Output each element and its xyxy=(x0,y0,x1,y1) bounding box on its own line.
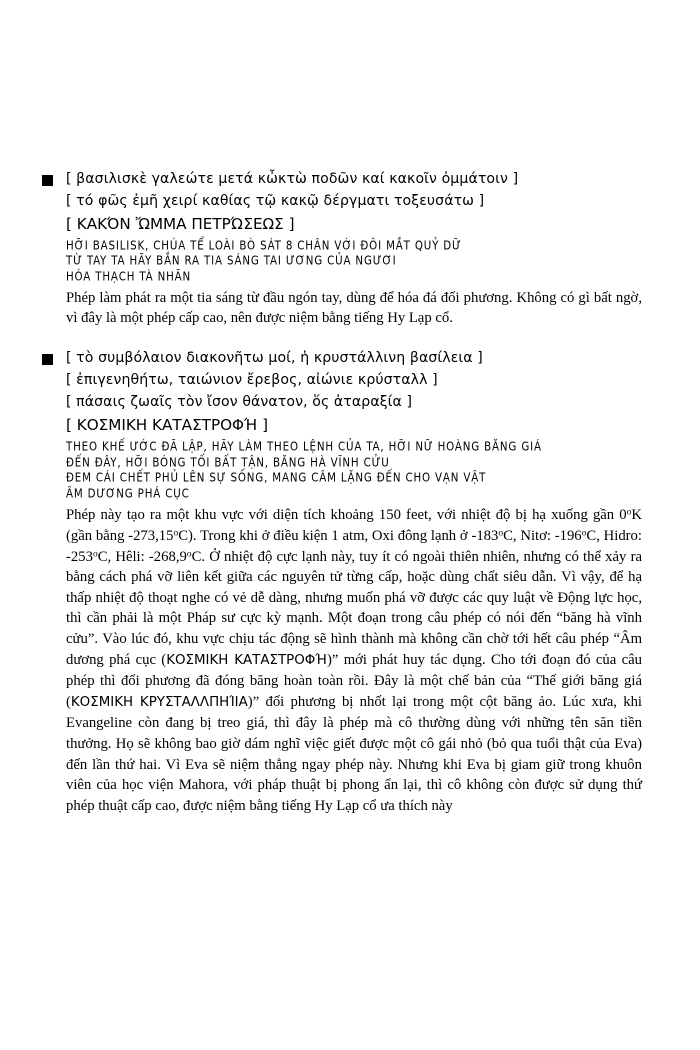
chant-line: ĐẾN ĐÂY, HỠI BÓNG TỐI BẤT TẬN, BĂNG HÀ VĨNH CỬU xyxy=(66,454,390,470)
greek-spell-name: [ ΚΑΚΌΝ ὬΜΜΑ ΠΕΤΡΏΣΕΩΣ ] xyxy=(66,214,295,233)
greek-incantation-line: [ πάσαις ζωαῖς τὸν ἴσον θάνατον, ὅς ἀταραξία ] xyxy=(66,394,413,411)
spell-entry-1-body xyxy=(42,168,642,329)
black-square-bullet-icon xyxy=(42,175,53,186)
spell-entry-2-body xyxy=(42,347,642,816)
greek-incantation-line: [ βασιλισκὲ γαλεώτε μετά κὦκτὼ ποδῶν καί κακοῖν ὀμμάτοιν ] xyxy=(66,171,519,187)
chant-line: HỠI BASILISK, CHÚA TỂ LOÀI BÒ SÁT 8 CHÂN VỚI ĐÔI MẮT QUỶ DỮ xyxy=(66,237,462,253)
greek-incantation-line: [ ἐπιγενηθήτω, ταιώνιον ἔρεβος, αἰώνιε κρύσταλλ ] xyxy=(66,372,438,389)
inline-greek-term: ΚΟΣΜΙΚΗ ΚΑΤΑΣΤΡΟΦΉ xyxy=(166,652,327,668)
spell-entry-1 xyxy=(42,168,642,329)
degree-superscript: o xyxy=(626,508,632,519)
chant-line: TỪ TAY TA HÃY BẮN RA TIA SÁNG TAI ƯƠNG CỦA NGƯƠI xyxy=(66,253,397,269)
vietnamese-chant-1 xyxy=(66,235,642,286)
degree-superscript: o xyxy=(498,528,504,539)
degree-superscript: o xyxy=(92,549,98,560)
inline-greek-term: ΚΟΣΜΙΚΗ ΚΡΥΣΤΑΛΛΠΗΊΙΑ xyxy=(70,694,248,710)
vietnamese-chant-2 xyxy=(66,436,642,502)
black-square-bullet-icon xyxy=(42,354,53,365)
greek-spell-name: [ ΚΟΣΜΙΚΗ ΚΑΤΑΣΤΡΟΦΉ ] xyxy=(66,415,268,434)
greek-incantation-line: [ τὸ συμβόλαιον διακονῆτω μοί, ἡ κρυστάλλινη βασίλεια ] xyxy=(66,349,483,366)
degree-superscript: o xyxy=(173,528,179,539)
greek-incantation-line: [ τό φῶς ἐμῆ χειρί καθίας τῷ κακῷ δέργματι τοξευσάτω ] xyxy=(66,193,485,210)
chant-line: ÂM DƯƠNG PHÁ CỤC xyxy=(66,485,190,501)
spell-description-1: Phép làm phát ra một tia sáng từ đầu ngón tay, dùng để hóa đá đối phương. Không có gì bất ngờ, vì đây là một phép cấp cao, nên được niệm bằng tiếng Hy Lạp cổ. xyxy=(66,289,642,327)
spell-entry-2 xyxy=(42,347,642,816)
chant-line: HÓA THẠCH TÀ NHÃN xyxy=(66,269,192,284)
degree-superscript: o xyxy=(186,549,192,560)
chant-line: ĐEM CÁI CHẾT PHỦ LÊN SỰ SỐNG, MANG CÂM LẶNG ĐẾN CHO VẠN VẬT xyxy=(66,470,487,486)
spell-description-2: Phép này tạo ra một khu vực với diện tích khoảng 150 feet, với nhiệt độ bị hạ xuống gần 0$^o$K (gần bằng -273,15$^o$C). Trong khi ở điều kiện 1 atm, Oxi đông lạnh ở -183$^o$C, Nitơ: -196$^o$C, Hidro: -253$^o$C, Hêli: -268,9$^o$C. Ở nhiệt độ cực lạnh này, tuy ít có ngoài thiên nhiên, nhưng có thể xảy ra bằng cách phá vỡ liên kết giữa các nguyên tử từng cấp, hoặc dùng chất siêu dẫn. Vì vậy, để hạ thấp nhiệt độ thoạt nghe có vẻ dễ dàng, nhưng muốn phá vỡ được các quy luật về Động lực học, thì cần phải là một Pháp sư cực kỳ mạnh. Một đoạn trong câu phép có nói đến “băng hà vĩnh cửu”. Vào lúc đó, khu vực chịu tác động sẽ hình thành mà không cần chờ tới hết câu phép “Âm dương phá cục (ΚΟΣΜΙΚΗ ΚΑΤΑΣΤΡΟΦΉ)” mới phát huy tác dụng. Cho tới đoạn đó của câu phép thì đối phương đã đóng băng hoàn toàn rồi. Đây là một chế bản của “Thế giới băng giá (ΚΟΣΜΙΚΗ ΚΡΥΣΤΑΛΛΠΗΊΙΑ)” đối phương bị nhốt lại trong một cột băng ảo. Lúc xưa, khi Evangeline còn đang bị treo giá, thì đây là phép mà cô thường dùng với những tên săn tiền thưởng. Họ sẽ không bao giờ dám nghĩ việc giết được một cô gái nhỏ (bỏ qua tuổi thật của Eva) đến lần thứ hai. Vì Eva sẽ niệm thẳng ngay phép này. Nhưng khi Eva bị giam giữ trong khuôn viên của học viện Mahora, với pháp thuật bị phong ấn lại, thì cô không còn được sử dụng thứ phép thuật cấp cao, được niệm bằng tiếng Hy Lạp cổ ưa thích này xyxy=(66,507,643,814)
document-content xyxy=(42,168,642,834)
degree-superscript: o xyxy=(581,528,587,539)
chant-line: THEO KHẾ ƯỚC ĐÃ LẬP, HÃY LÀM THEO LỆNH CỦA TA, HỠI NỮ HOÀNG BĂNG GIÁ xyxy=(66,439,542,454)
